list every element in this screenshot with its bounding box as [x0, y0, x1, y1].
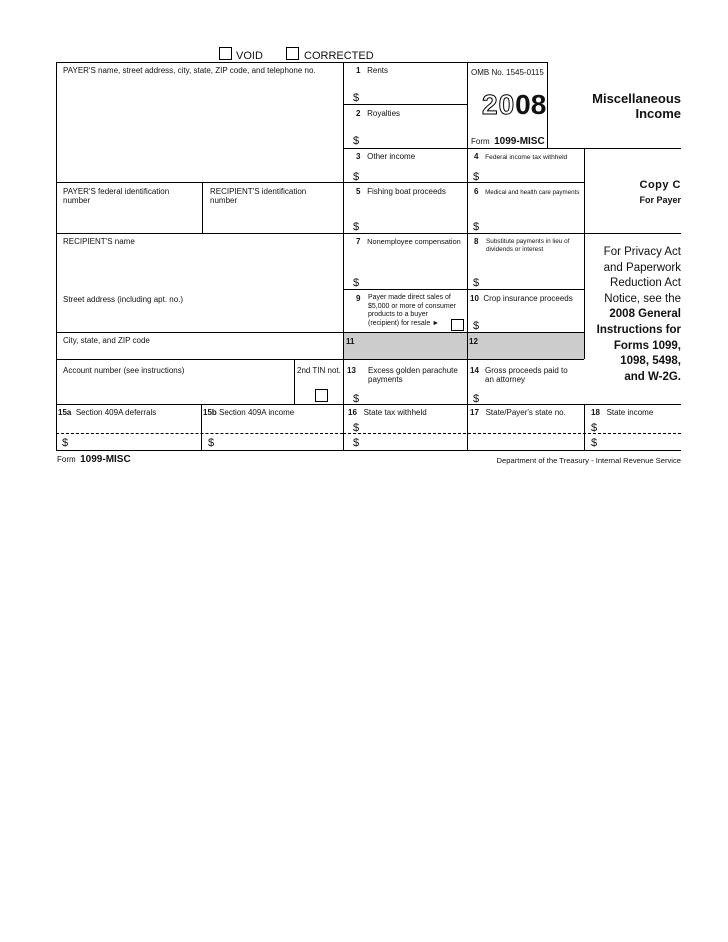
tax-year-outline: 20 — [482, 89, 516, 120]
box9-text-line4: (recipient) for resale ► — [368, 319, 440, 327]
box17-text: State/Payer's state no. — [485, 408, 566, 417]
form-bottom-border — [56, 450, 681, 451]
box16-dollar-1: $ — [353, 422, 360, 434]
box13-number: 13 — [347, 366, 356, 375]
box8-number: 8 — [474, 237, 479, 246]
box1-text: Rents — [367, 66, 389, 75]
box1-dollar: $ — [353, 92, 360, 104]
box9-text-line3: products to a buyer — [368, 311, 428, 319]
box4-number: 4 — [474, 152, 479, 161]
box11-shaded — [344, 333, 467, 359]
row-line-omb-box4 — [467, 148, 547, 149]
account-number-field[interactable] — [57, 376, 294, 403]
box8-text — [486, 238, 569, 254]
city-state-zip-label: City, state, and ZIP code — [63, 336, 150, 345]
payer-name-field[interactable] — [57, 76, 342, 181]
second-tin-label: 2nd TIN not. — [297, 366, 341, 375]
tax-year-bold: 08 — [515, 89, 547, 120]
corrected-checkbox[interactable] — [286, 47, 299, 60]
box13-text — [368, 366, 458, 384]
recipient-name-label: RECIPIENT'S name — [63, 237, 135, 246]
box9-text-line1: Payer made direct sales of — [368, 294, 451, 301]
box16-label — [348, 408, 427, 417]
box15b-dollar: $ — [208, 437, 215, 449]
notice-line5: 2008 General — [609, 308, 681, 321]
box14-text — [485, 366, 568, 384]
tin-divider — [294, 359, 295, 404]
corrected-label: CORRECTED — [304, 50, 374, 62]
col-line-467 — [467, 62, 468, 450]
box18-field[interactable] — [598, 419, 681, 449]
box18-text: State income — [606, 408, 654, 417]
box15a-number: 15a — [58, 408, 72, 417]
box13-dollar: $ — [353, 393, 360, 405]
box6-number: 6 — [474, 187, 479, 196]
box8-text-line1: Substitute payments in lieu of — [486, 238, 570, 245]
notice-line3: Reduction Act — [610, 277, 681, 290]
footer-form-prefix: Form — [57, 455, 76, 464]
row-line-box2-box3 — [343, 148, 467, 149]
box8-field[interactable] — [480, 266, 583, 288]
box14-text-line1: Gross proceeds paid to — [485, 366, 568, 375]
box9-label — [356, 294, 456, 327]
box10-field[interactable] — [480, 308, 583, 331]
box15a-text: Section 409A deferrals — [75, 408, 157, 417]
box5-text: Fishing boat proceeds — [367, 187, 446, 196]
box6-field[interactable] — [480, 214, 583, 232]
payer-federal-id-label: PAYER'S federal identification number — [63, 187, 170, 205]
recipient-name-field[interactable] — [57, 248, 342, 288]
box15a-dollar: $ — [62, 437, 69, 449]
copy-c-label: Copy C — [639, 179, 681, 191]
box3-dollar: $ — [353, 171, 360, 183]
box2-dollar: $ — [353, 135, 360, 147]
box13-label — [347, 366, 458, 384]
omb-form-prefix: Form — [471, 137, 490, 146]
box12-number: 12 — [469, 337, 478, 346]
notice-line4: Notice, see the — [604, 292, 681, 305]
box3-label — [356, 152, 415, 161]
box17-number: 17 — [470, 408, 479, 417]
box8-dollar: $ — [473, 277, 480, 289]
col-line-343 — [343, 62, 344, 450]
notice-line9: and W-2G. — [624, 370, 681, 383]
box9-checkbox[interactable] — [451, 319, 464, 331]
box16-text: State tax withheld — [363, 408, 427, 417]
box4-label — [474, 152, 567, 162]
tax-year — [482, 90, 546, 120]
box4-dollar: $ — [473, 171, 480, 183]
box3-text: Other income — [367, 152, 416, 161]
box7-number: 7 — [356, 237, 361, 246]
col-line-584-bottom — [584, 404, 585, 450]
box6-dollar: $ — [473, 221, 480, 233]
box3-number: 3 — [356, 152, 361, 161]
street-address-label: Street address (including apt. no.) — [63, 295, 184, 304]
recipient-id-field[interactable] — [203, 206, 342, 232]
row-line-233 — [56, 233, 681, 234]
box9-text — [368, 294, 456, 328]
box9-text-line2: $5,000 or more of consumer — [368, 302, 456, 310]
box10-dollar: $ — [473, 320, 480, 332]
omb-number: OMB No. 1545-0115 — [471, 68, 544, 77]
box14-field[interactable] — [480, 386, 583, 403]
notice-line7: Forms 1099, — [613, 339, 681, 352]
box18-dollar-2: $ — [591, 437, 598, 449]
box6-text: Medical and health care payments — [485, 189, 580, 196]
box1-label — [356, 66, 388, 75]
row-line-404 — [56, 404, 681, 405]
second-tin-checkbox[interactable] — [315, 389, 328, 402]
box15a-field[interactable] — [70, 434, 200, 449]
col-line-584 — [584, 148, 585, 359]
box2-label — [356, 109, 400, 118]
box5-label — [356, 187, 446, 196]
box4-field[interactable] — [480, 164, 583, 181]
box11-number: 11 — [346, 337, 355, 346]
box10-text: Crop insurance proceeds — [483, 294, 573, 303]
city-state-zip-field[interactable] — [57, 346, 342, 358]
box13-text-line1: Excess golden parachute — [368, 366, 458, 375]
box17-field[interactable] — [468, 419, 583, 449]
notice-line8: 1098, 5498, — [620, 355, 681, 368]
form-title — [550, 91, 681, 121]
box6-label — [474, 187, 579, 197]
form-title-line2: Income — [635, 106, 681, 121]
box5-field[interactable] — [360, 214, 465, 232]
box8-text-line2: dividends or interest — [486, 246, 544, 253]
box7-field[interactable] — [360, 266, 465, 288]
box10-number: 10 — [470, 294, 479, 303]
box10-label — [470, 294, 573, 303]
box15b-field[interactable] — [216, 434, 342, 449]
box17-label — [470, 408, 566, 417]
box16-field[interactable] — [360, 419, 465, 449]
omb-form-number: 1099-MISC — [494, 136, 545, 147]
box18-label — [591, 408, 653, 417]
col-line-547 — [547, 62, 548, 148]
row-line-148 — [547, 148, 681, 149]
footer-form-number: 1099-MISC — [80, 454, 131, 465]
notice-line1: For Privacy Act — [603, 246, 681, 258]
box5-dollar: $ — [353, 221, 360, 233]
col-line-201-bottom — [201, 404, 202, 450]
payer-federal-id-field[interactable] — [57, 206, 201, 232]
box15a-label — [58, 408, 156, 417]
box9-number: 9 — [356, 294, 361, 303]
recipient-id-label: RECIPIENT'S identification number — [210, 187, 307, 205]
row-line-359 — [56, 359, 584, 360]
box4-text: Federal income tax withheld — [485, 154, 568, 161]
void-label: VOID — [236, 50, 263, 62]
box15b-label — [203, 408, 294, 417]
box15b-number: 15b — [203, 408, 217, 417]
street-address-field[interactable] — [57, 306, 342, 331]
privacy-notice — [586, 245, 681, 385]
notice-line2: and Paperwork — [603, 261, 681, 274]
box18-number: 18 — [591, 408, 600, 417]
copy-for-payer-label: For Payer — [639, 195, 681, 205]
notice-line6: Instructions for — [596, 323, 681, 336]
box8-label — [474, 237, 570, 253]
box15b-text: Section 409A income — [219, 408, 295, 417]
footer-department: Department of the Treasury - Internal Revenue Service — [496, 456, 681, 465]
box14-text-line2: an attorney — [485, 375, 526, 384]
box1-field[interactable] — [360, 88, 465, 103]
box7-text: Nonemployee compensation — [367, 237, 461, 246]
form-title-line1: Miscellaneous — [592, 91, 681, 106]
box12-shaded — [468, 333, 584, 359]
box2-text: Royalties — [367, 109, 401, 118]
box14-number: 14 — [470, 366, 479, 375]
account-number-label: Account number (see instructions) — [63, 366, 185, 375]
box13-text-line2: payments — [368, 375, 403, 384]
box18-dollar-1: $ — [591, 422, 598, 434]
box7-label — [356, 237, 461, 246]
omb-form-name — [471, 137, 545, 146]
form-top-border — [56, 62, 547, 63]
row-line-box1-box2 — [343, 104, 467, 105]
box16-number: 16 — [348, 408, 357, 417]
box2-number: 2 — [356, 109, 361, 118]
box14-dollar: $ — [473, 393, 480, 405]
box16-dollar-2: $ — [353, 437, 360, 449]
box2-field[interactable] — [360, 132, 465, 147]
box5-number: 5 — [356, 187, 361, 196]
row-line-182 — [56, 182, 584, 183]
box1-number: 1 — [356, 66, 361, 75]
box14-label — [470, 366, 568, 384]
box7-dollar: $ — [353, 277, 360, 289]
payer-name-label: PAYER'S name, street address, city, state, ZIP code, and telephone no. — [63, 66, 316, 75]
footer-form-label — [57, 455, 131, 464]
box13-field[interactable] — [360, 386, 465, 403]
row-line-289 — [343, 289, 584, 290]
box3-field[interactable] — [360, 164, 465, 181]
void-checkbox[interactable] — [219, 47, 232, 60]
